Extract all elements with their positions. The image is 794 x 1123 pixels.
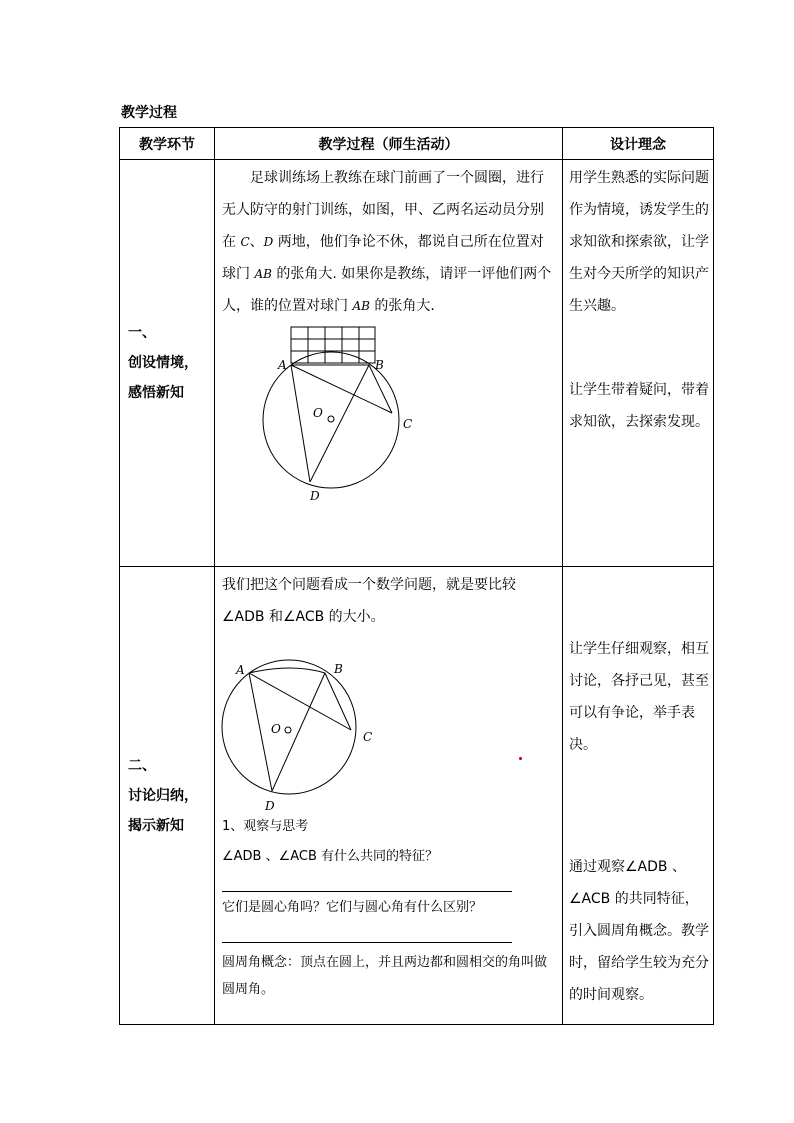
- stage-cell: [120, 160, 215, 567]
- table-row: [120, 567, 714, 1025]
- stage-title-line1: 创设情境，: [128, 355, 198, 371]
- lesson-table: [119, 127, 714, 1025]
- circle-goal-diagram: [222, 322, 422, 504]
- table-header-row: [120, 128, 714, 160]
- question-1: ∠ADB 、∠ACB 有什么共同的特征？: [222, 849, 439, 864]
- design-note: 让学生带着疑问，带着求知欲，去探索发现。: [569, 382, 709, 430]
- label-c: C: [403, 417, 413, 431]
- header-stage: 教学环节: [120, 128, 215, 160]
- soccer-goal-figure: [222, 322, 556, 504]
- design-cell: [563, 567, 714, 1025]
- stage-title-line1: 讨论归纳，: [128, 787, 198, 804]
- label-o: O: [271, 722, 281, 736]
- center-point: [328, 416, 334, 422]
- stage-cell: [120, 567, 215, 1025]
- circle-angle-diagram: [222, 633, 422, 813]
- stage-title-line2: 感悟新知: [128, 385, 184, 401]
- center-point: [285, 727, 291, 733]
- design-note: 通过观察∠ADB 、∠ACB 的共同特征，引入圆周角概念。教学时，留给学生较为充分的时间观察。: [569, 859, 709, 1003]
- answer-line-2: [222, 918, 512, 943]
- question-2: 它们是圆心角吗？它们与圆心角有什么区别？: [222, 900, 483, 915]
- intro-paragraph: 我们把这个问题看成一个数学问题，就是要比较∠ADB 和∠ACB 的大小。: [222, 577, 516, 625]
- header-process: 教学过程（师生活动）: [215, 128, 563, 160]
- answer-line-1: [222, 867, 512, 892]
- inscribed-angle-concept: 圆周角概念：顶点在圆上，并且两边都和圆相交的角叫做圆周角。: [222, 955, 548, 997]
- circle: [263, 352, 399, 488]
- process-cell: [215, 160, 563, 567]
- stage-number: 一、: [128, 325, 156, 341]
- header-design: 设计理念: [563, 128, 714, 160]
- label-o: O: [313, 406, 323, 420]
- angle-lines: [291, 365, 392, 482]
- angle-lines: [249, 668, 351, 791]
- design-note: 让学生仔细观察，相互讨论，各抒己见，甚至可以有争论，举手表决。: [569, 641, 709, 753]
- section-title: 教学过程: [121, 105, 177, 121]
- design-note: 用学生熟悉的实际问题作为情境，诱发学生的求知欲和探索欲，让学生对今天所学的知识产生兴趣。: [569, 170, 709, 314]
- process-cell: [215, 567, 563, 1025]
- label-b: B: [334, 662, 343, 676]
- stage-title-line2: 揭示新知: [128, 817, 184, 834]
- scenario-paragraph: 足球训练场上教练在球门前画了一个圆圈，进行无人防守的射门训练，如图，甲、乙两名运动员分别在 C、D 两地，他们争论不休，都说自己所在位置对球门 AB 的张角大. 如果你是教练，请评一评他们两个人，谁的位置对球门 AB 的张角大.: [222, 170, 552, 314]
- label-a: A: [278, 358, 287, 372]
- design-cell: [563, 160, 714, 567]
- label-b: B: [375, 358, 384, 372]
- label-c: C: [363, 730, 373, 744]
- observe-title: 1、观察与思考: [222, 819, 309, 834]
- stage-number: 二、: [128, 757, 156, 774]
- label-d: D: [265, 799, 275, 813]
- inscribed-angle-figure: [222, 633, 556, 813]
- stray-dot: [519, 757, 522, 760]
- table-row: [120, 160, 714, 567]
- label-a: A: [236, 663, 245, 677]
- label-d: D: [310, 489, 320, 503]
